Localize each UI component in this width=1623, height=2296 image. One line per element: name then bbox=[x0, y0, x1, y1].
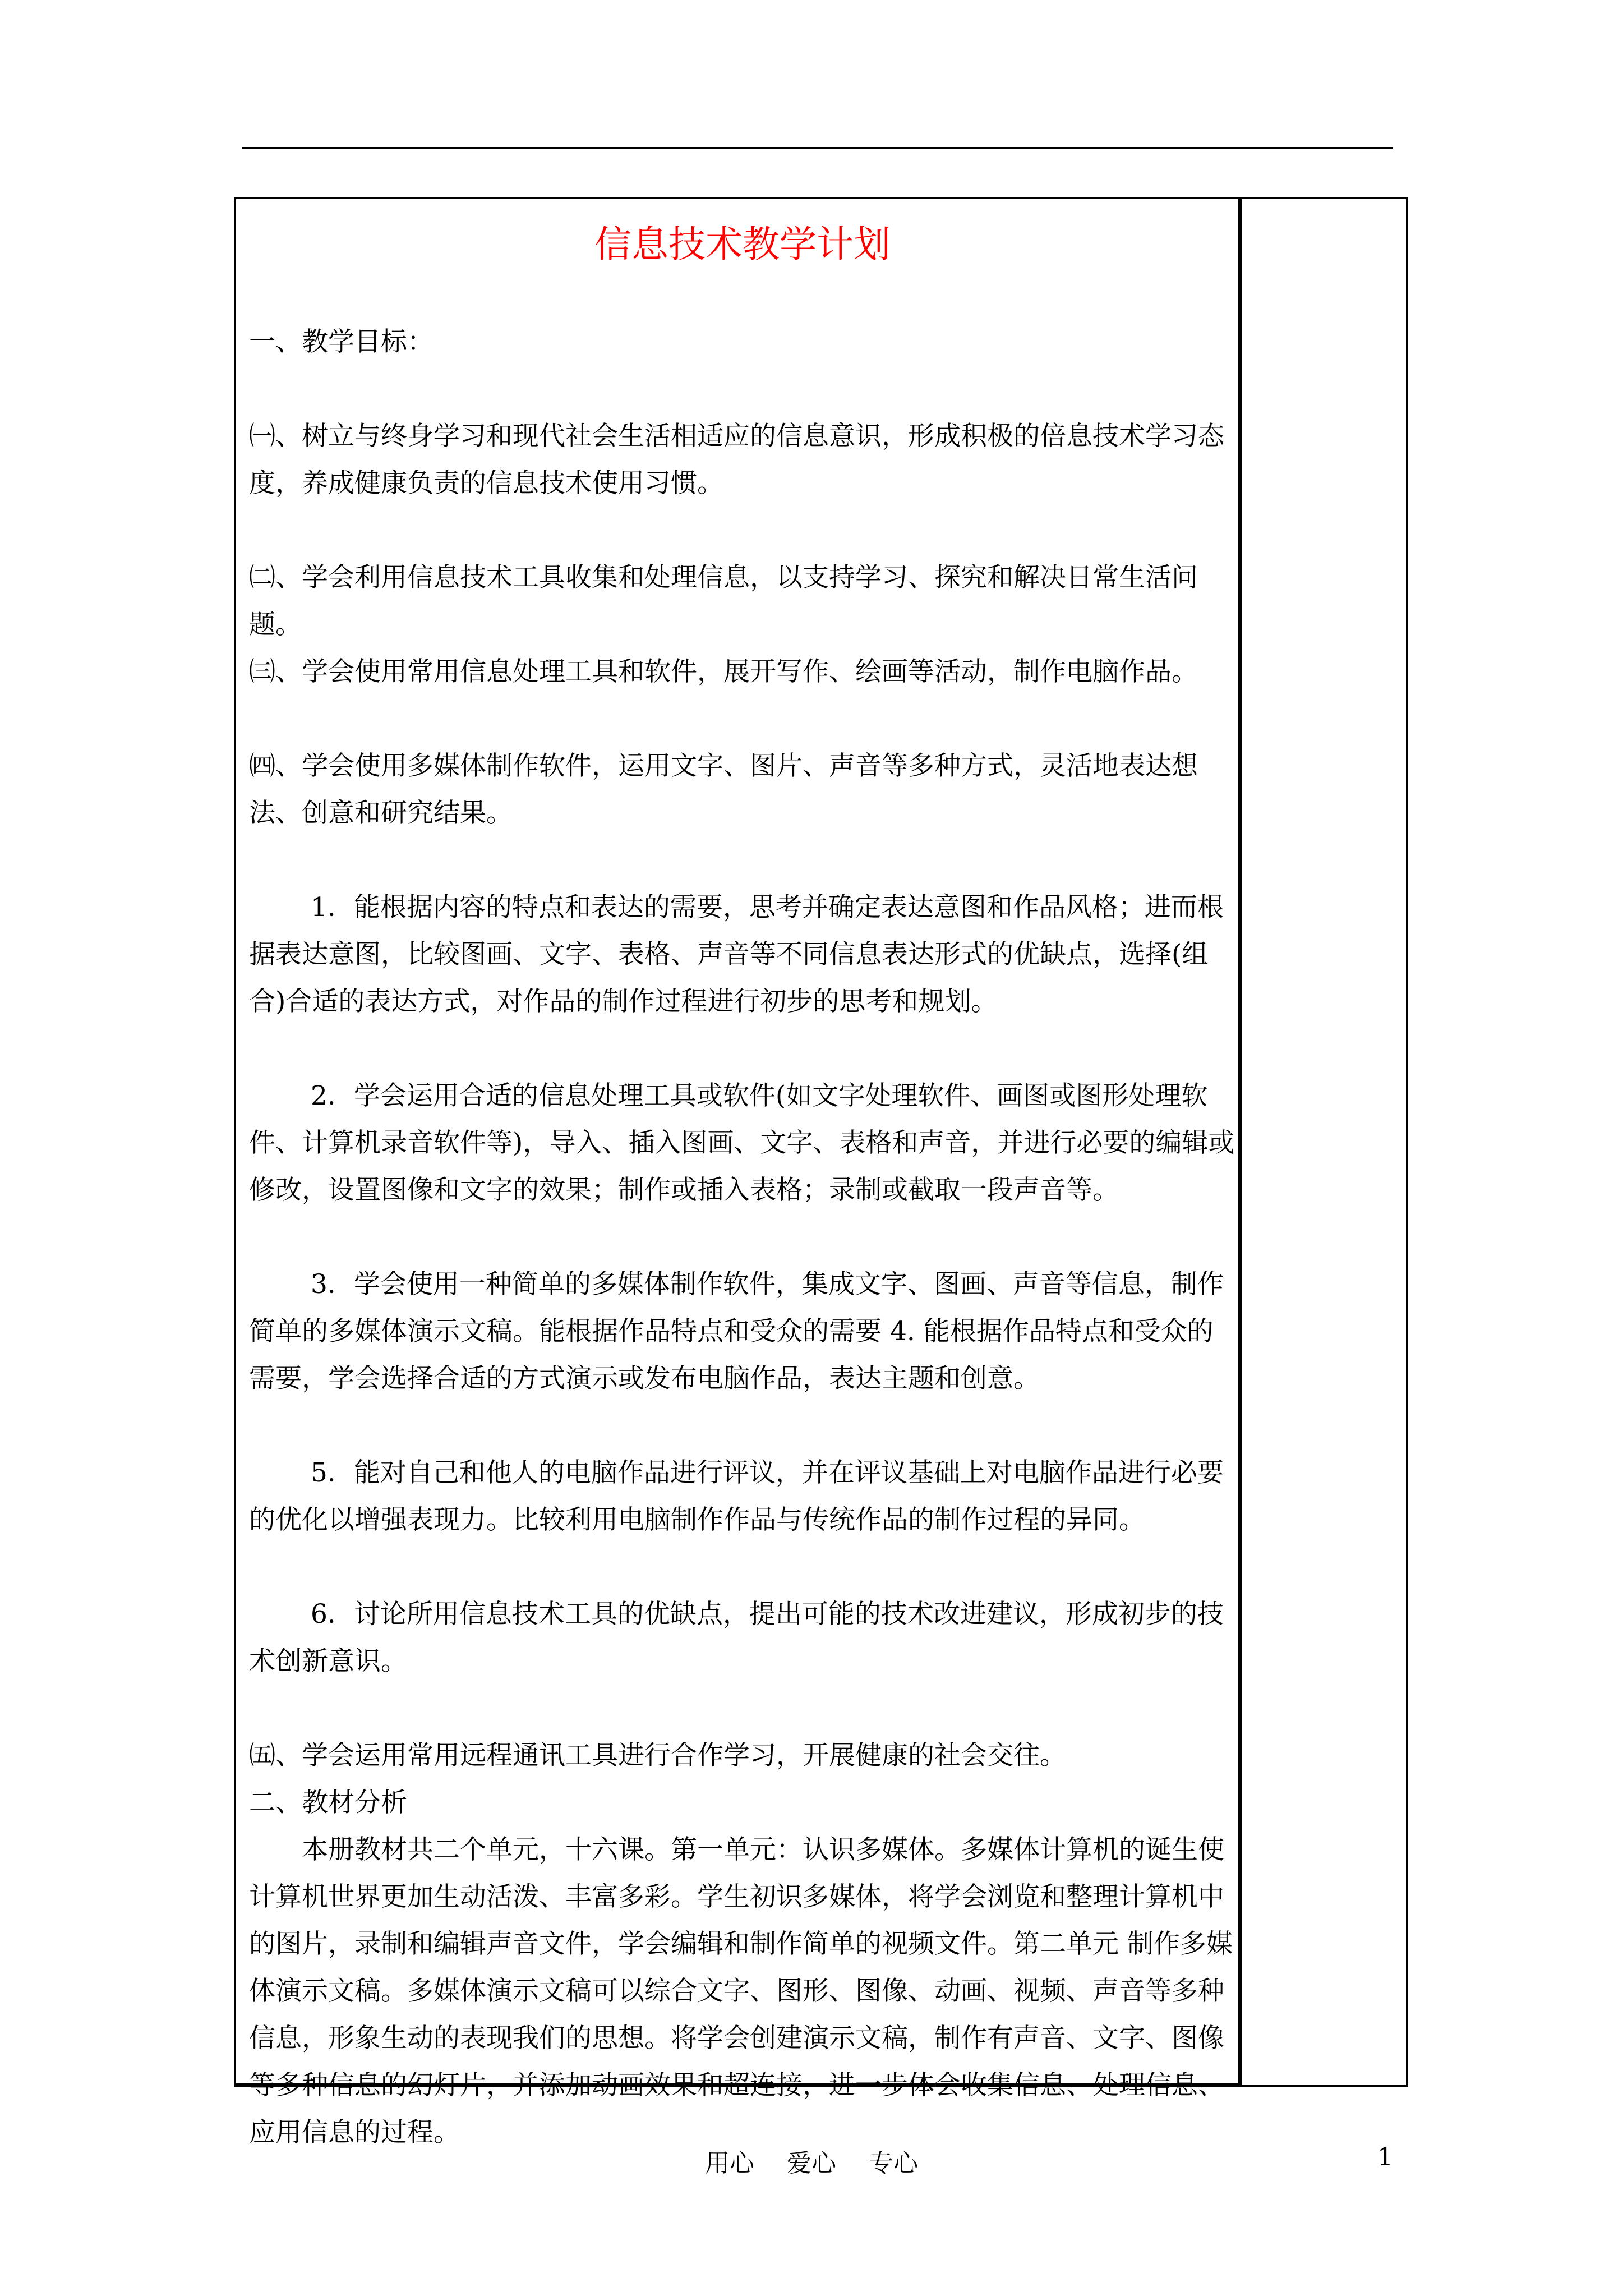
section-heading-goals: 一、教学目标： bbox=[249, 326, 434, 357]
document-content bbox=[249, 197, 1236, 2156]
paragraph-goal-2: ㈡、学会利用信息技术工具收集和处理信息，以支持学习、探究和解决日常生活问题。 bbox=[249, 562, 1198, 640]
page-number: 1 bbox=[1377, 2143, 1393, 2171]
paragraph-item-6: 6．讨论所用信息技术工具的优缺点，提出可能的技术改进建议，形成初步的技术创新意识。 bbox=[249, 1599, 1224, 1677]
document-title: 信息技术教学计划 bbox=[594, 223, 891, 266]
paragraph-item-1: 1．能根据内容的特点和表达的需要，思考并确定表达意图和作品风格；进而根据表达意图，比较图画、文字、表格、声音等不同信息表达形式的优缺点，选择(组合)合适的表达方式，对作品的制作过程进行初步的思考和规划。 bbox=[249, 892, 1224, 1017]
paragraph-textbook-analysis: 本册教材共二个单元，十六课。第一单元：认识多媒体。多媒体计算机的诞生使计算机世界更加生动活泼、丰富多彩。学生初识多媒体，将学会浏览和整理计算机中的图片，录制和编辑声音文件，学会编辑和制作简单的视频文件。第二单元 制作多媒体演示文稿。多媒体演示文稿可以综合文字、图形、图像、动画、视频、声音等多种信息，形象生动的表现我们的思想。将学会创建演示文稿，制作有声音、文字、图像等多种信息的幻灯片，并添加动画效果和超连接，进一步体会收集信息、处理信息、应用信息的过程。 bbox=[249, 1834, 1233, 2148]
paragraph-goal-5: ㈤、学会运用常用远程通讯工具进行合作学习，开展健康的社会交往。 bbox=[249, 1740, 1066, 1771]
paragraph-item-5: 5．能对自己和他人的电脑作品进行评议，并在评议基础上对电脑作品进行必要的优化以增强表现力。比较利用电脑制作作品与传统作品的制作过程的异同。 bbox=[249, 1457, 1224, 1535]
footer-motto-word: 爱心 bbox=[787, 2149, 836, 2178]
paragraph-item-2: 2．学会运用合适的信息处理工具或软件(如文字处理软件、画图或图形处理软件、计算机录音软件等)，导入、插入图画、文字、表格和声音，并进行必要的编辑或修改，设置图像和文字的效果；制作或插入表格；录制或截取一段声音等。 bbox=[249, 1080, 1235, 1205]
paragraph-goal-4: ㈣、学会使用多媒体制作软件，运用文字、图片、声音等多种方式，灵活地表达想法、创意和研究结果。 bbox=[249, 751, 1198, 829]
paragraph-goal-1: ㈠、树立与终身学习和现代社会生活相适应的信息意识，形成积极的倍息技术学习态度，养成健康负责的信息技术使用习惯。 bbox=[249, 421, 1224, 499]
paragraph-item-3: 3．学会使用一种简单的多媒体制作软件，集成文字、图画、声音等信息，制作简单的多媒体演示文稿。能根据作品特点和受众的需要 4. 能根据作品特点和受众的需要，学会选择合适的方式演示或发布电脑作品，表达主题和创意。 bbox=[249, 1269, 1224, 1394]
header-rule bbox=[242, 147, 1393, 149]
paragraph-goal-3: ㈢、学会使用常用信息处理工具和软件，展开写作、绘画等活动，制作电脑作品。 bbox=[249, 656, 1198, 687]
footer-motto-word: 用心 bbox=[705, 2149, 754, 2178]
footer-motto-word: 专心 bbox=[869, 2149, 918, 2178]
section-heading-textbook: 二、教材分析 bbox=[249, 1787, 407, 1818]
